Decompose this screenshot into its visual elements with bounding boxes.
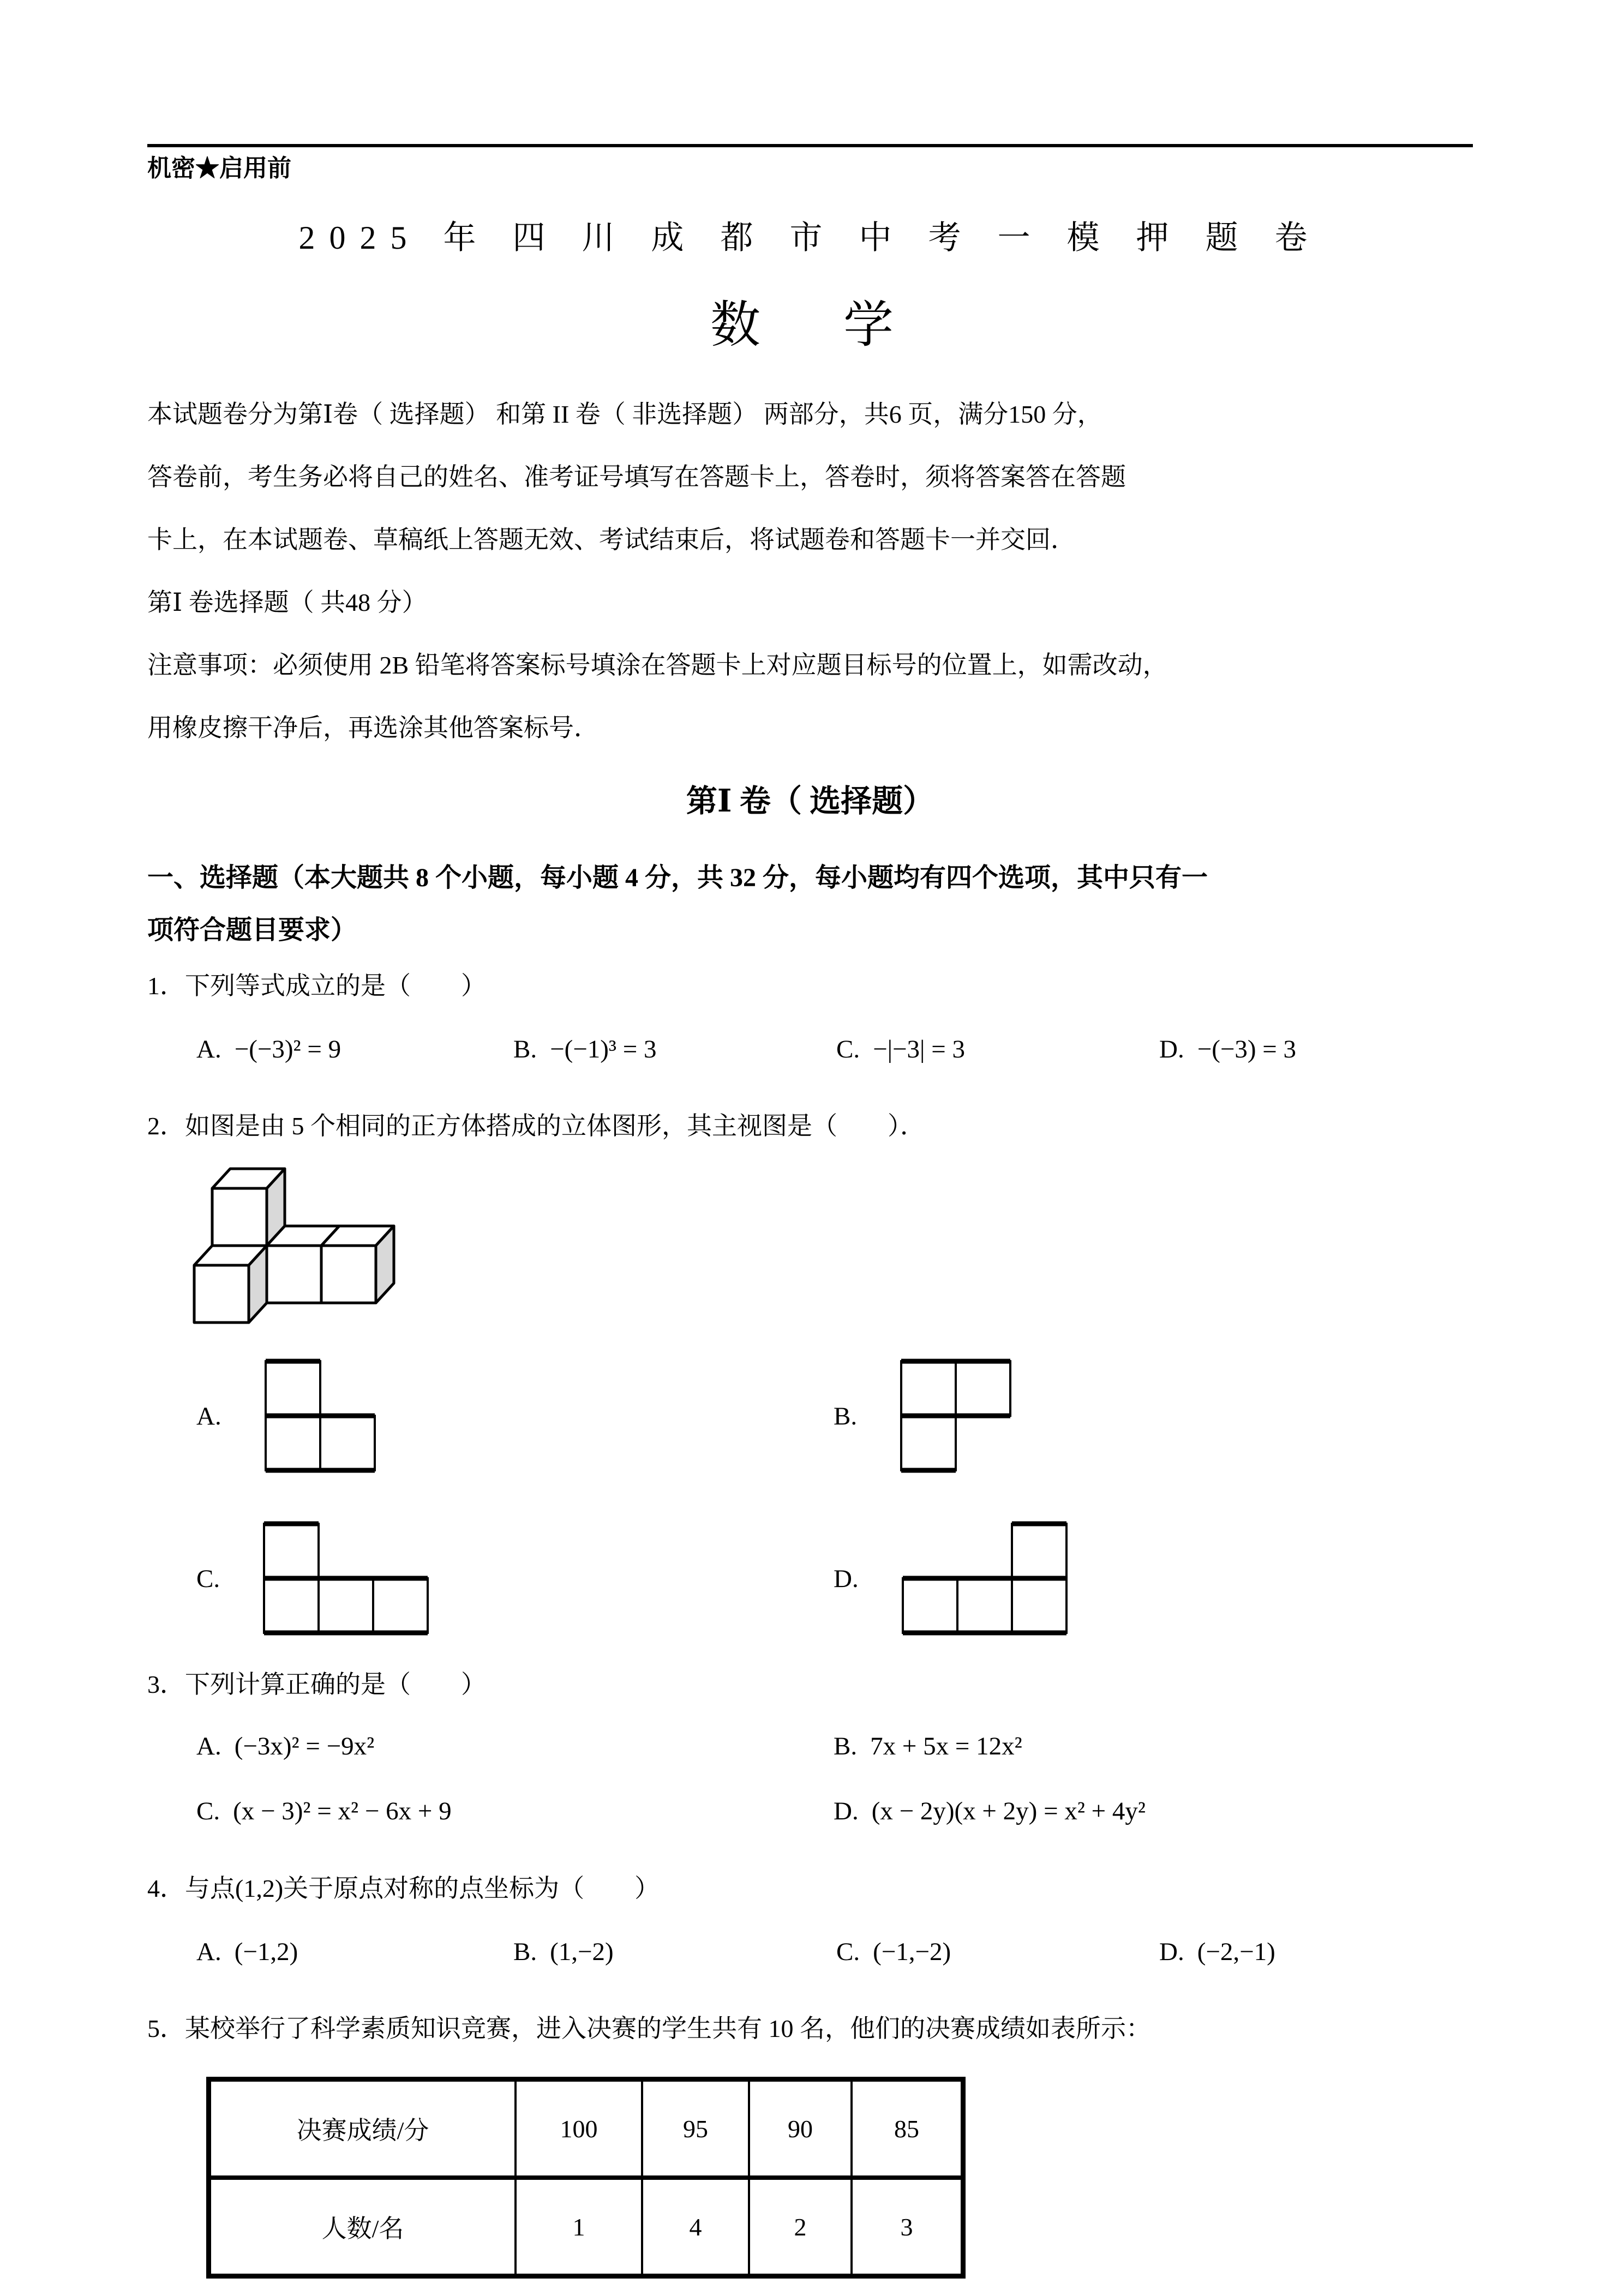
q1-option-b: [513, 1026, 836, 1078]
q3-option-b-formula: 7x + 5x = 12x²: [870, 1732, 1022, 1760]
q2-option-d: [834, 1521, 1069, 1637]
option-label-c: C.: [836, 1938, 860, 1966]
page-content: [0, 144, 1624, 2279]
option-label-b: B.: [834, 1732, 858, 1760]
question-3-options-row-1: [196, 1723, 1473, 1776]
secrecy-label: 机密★启用前: [147, 155, 291, 182]
q4-option-c-value: (−1,−2): [873, 1938, 951, 1966]
q2-option-a-figure: [263, 1359, 377, 1474]
table-cell: 3: [852, 2178, 963, 2276]
option-label-a: A.: [196, 1732, 221, 1760]
question-2-options-row-cd: [196, 1521, 1473, 1637]
instruction-line-2: 项符合题目要求）: [147, 916, 357, 945]
question-1-text: 1．下列等式成立的是（ ）: [147, 972, 486, 1000]
option-label-d: D.: [1159, 1035, 1184, 1063]
option-label-a: A.: [196, 1402, 221, 1431]
option-label-c: C.: [836, 1035, 860, 1063]
question-2-figure: [192, 1167, 1473, 1330]
option-label-a: A.: [196, 1035, 221, 1063]
option-label-d: D.: [834, 1565, 859, 1593]
exam-title: 2025 年 四 川 成 都 市 中 考 一 模 押 题 卷: [298, 220, 1322, 256]
table-row-scores: [209, 2079, 963, 2178]
q4-option-a-value: (−1,2): [234, 1938, 298, 1966]
option-label-a: A.: [196, 1938, 221, 1966]
table-cell: 1: [516, 2178, 642, 2276]
table-header-count: 人数/名: [209, 2178, 516, 2276]
q1-option-c: [836, 1026, 1159, 1078]
score-table: [206, 2077, 966, 2279]
q1-option-b-formula: −(−1)³ = 3: [550, 1035, 657, 1063]
option-label-b: B.: [513, 1035, 537, 1063]
q4-option-d-value: (−2,−1): [1197, 1938, 1275, 1966]
cube-stack-figure: [192, 1167, 399, 1327]
table-cell: 90: [749, 2079, 852, 2178]
instruction-line-1: 一、选择题（本大题共 8 个小题，每小题 4 分，共 32 分，每小题均有四个选项，其中只有一: [147, 863, 1208, 892]
q2-option-d-figure: [900, 1521, 1069, 1637]
option-label-c: C.: [196, 1797, 220, 1825]
q3-option-a: [196, 1723, 834, 1776]
table-cell: 95: [642, 2079, 749, 2178]
q3-option-c-formula: (x − 3)² = x² − 6x + 9: [233, 1797, 452, 1825]
option-label-d: D.: [834, 1797, 859, 1825]
question-1-options: [196, 1026, 1473, 1078]
q1-option-a-formula: −(−3)² = 9: [234, 1035, 341, 1063]
table-cell: 100: [516, 2079, 642, 2178]
q4-option-a: [196, 1929, 513, 1981]
table-cell: 4: [642, 2178, 749, 2276]
question-4-text: 4．与点(1,2)关于原点对称的点坐标为（ ）: [147, 1874, 660, 1902]
table-row-counts: [209, 2178, 963, 2276]
notice-line-2: 用橡皮擦干净后，再选涂其他答案标号．: [147, 714, 599, 742]
option-label-b: B.: [513, 1938, 537, 1966]
q2-option-b: [834, 1359, 1013, 1474]
option-label-c: C.: [196, 1565, 220, 1593]
table-cell: 85: [852, 2079, 963, 2178]
question-2-options-row-ab: [196, 1359, 1473, 1474]
q4-option-b: [513, 1929, 836, 1981]
table-cell: 2: [749, 2178, 852, 2276]
q3-option-a-formula: (−3x)² = −9x²: [234, 1732, 375, 1760]
q1-option-a: [196, 1026, 513, 1078]
q2-option-b-figure: [898, 1359, 1013, 1474]
cube-right-end: [321, 1226, 394, 1303]
section-score-line: 第Ⅰ 卷选择题（ 共48 分）: [147, 588, 427, 616]
q3-option-d-formula: (x − 2y)(x + 2y) = x² + 4y²: [871, 1797, 1146, 1825]
intro-line-3: 卡上，在本试题卷、草稿纸上答题无效、考试结束后，将试题卷和答题卡一并交回．: [147, 526, 1076, 554]
section1-instruction: [147, 852, 1473, 957]
q3-option-c: [196, 1788, 834, 1841]
q3-option-d: [834, 1788, 1473, 1841]
question-2-text: 2．如图是由 5 个相同的正方体搭成的立体图形，其主视图是（ ）．: [147, 1112, 925, 1140]
subject-title: 数 学: [710, 297, 910, 353]
question-3-options-row-2: [196, 1788, 1473, 1841]
question-5-text: 5．某校举行了科学素质知识竞赛，进入决赛的学生共有 10 名，他们的决赛成绩如表所示：: [147, 2015, 1151, 2042]
q1-option-d: [1159, 1026, 1473, 1078]
option-label-b: B.: [834, 1402, 858, 1431]
q4-option-b-value: (1,−2): [550, 1938, 614, 1966]
q4-option-d: [1159, 1929, 1473, 1981]
intro-block: [147, 383, 1473, 759]
q1-option-c-formula: −|−3| = 3: [873, 1035, 965, 1063]
question-4-options: [196, 1929, 1473, 1981]
part1-heading: 第Ⅰ 卷（ 选择题）: [686, 784, 934, 819]
q2-option-c-figure: [261, 1521, 430, 1637]
q4-option-c: [836, 1929, 1159, 1981]
q2-option-a: [196, 1359, 834, 1474]
intro-line-1: 本试题卷分为第Ⅰ卷（ 选择题） 和第 II 卷（ 非选择题） 两部分，共6 页，满分150 分，: [147, 400, 1102, 428]
q1-option-d-formula: −(−3) = 3: [1197, 1035, 1297, 1063]
notice-line-1: 注意事项：必须使用 2B 铅笔将答案标号填涂在答题卡上对应题目标号的位置上，如需改动，: [147, 651, 1168, 679]
q2-option-c: [196, 1521, 834, 1637]
cube-front-left: [194, 1246, 267, 1323]
question-3-text: 3．下列计算正确的是（ ）: [147, 1670, 486, 1698]
header-rule: [147, 144, 1473, 147]
intro-line-2: 答卷前，考生务必将自己的姓名、准考证号填写在答题卡上，答卷时，须将答案答在答题: [147, 463, 1126, 491]
option-label-d: D.: [1159, 1938, 1184, 1966]
cube-top: [212, 1169, 285, 1246]
q3-option-b: [834, 1723, 1473, 1776]
table-header-score: 决赛成绩/分: [209, 2079, 516, 2178]
